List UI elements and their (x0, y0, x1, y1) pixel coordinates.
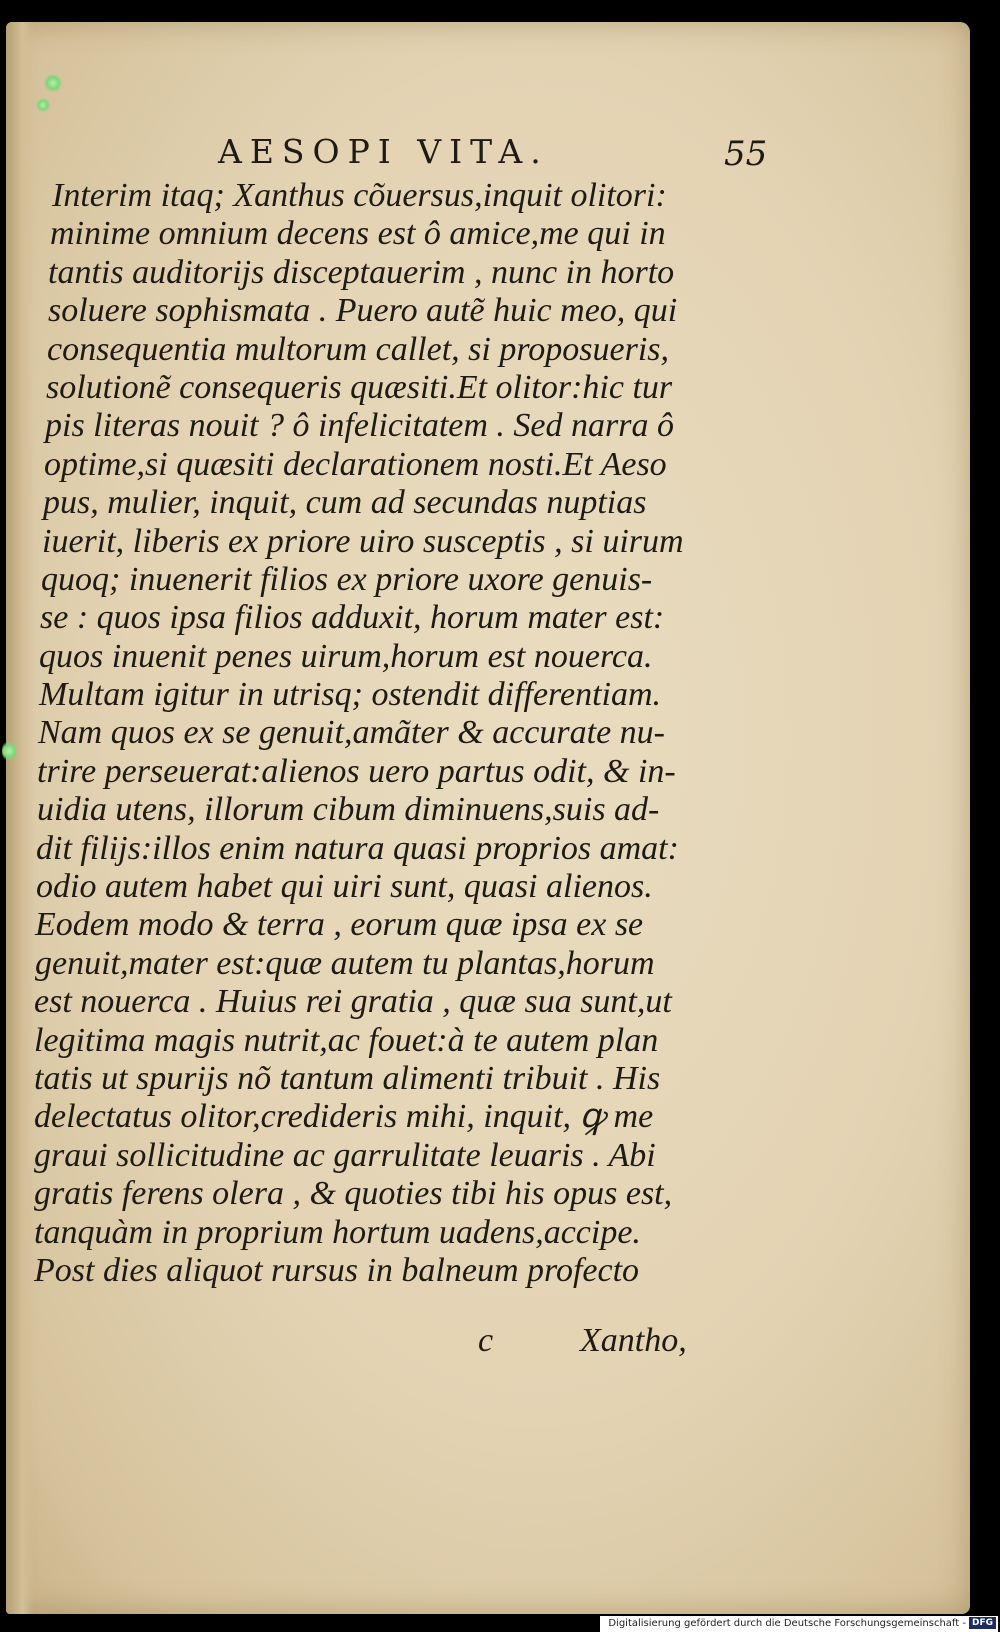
page-gutter (6, 22, 34, 1614)
scan-artifact (2, 740, 16, 762)
dfg-logo-icon: DFG (969, 1617, 996, 1629)
text-line: uidia utens, illorum cibum diminuens,suis ad- (37, 791, 660, 829)
text-line: genuit,mater est:quæ autem tu plantas,horum (35, 944, 655, 982)
signature-mark: c (478, 1322, 494, 1359)
page-number: 55 (724, 134, 768, 174)
text-line: pis literas nouit ? ô infelicitatem . Sed narra ô (45, 407, 674, 445)
text-line: odio autem habet qui uiri sunt, quasi alienos. (36, 868, 653, 906)
text-line: legitima magis nutrit,ac fouet:à te autem plan (34, 1021, 659, 1059)
text-line: Multam igitur in utrisq; ostendit differentiam. (39, 676, 662, 714)
text-line: quoq; inuenerit filios ex priore uxore genuis- (41, 560, 653, 598)
text-line: dit filijs:illos enim natura quasi proprios amat: (36, 829, 679, 867)
text-line: iuerit, liberis ex priore uiro susceptis , si uirum (42, 522, 684, 560)
text-line: minime omnium decens est ô amice,me qui in (50, 215, 666, 253)
book-page (6, 22, 970, 1614)
text-line: gratis ferens olera , & quoties tibi his opus est, (34, 1175, 673, 1213)
text-line: soluere sophismata . Puero autẽ huic meo, qui (48, 292, 678, 330)
text-line: delectatus olitor,credideris mihi, inquit, ꝙ me (34, 1098, 654, 1136)
page-footer-marks (6, 1322, 970, 1366)
scan-artifact (44, 74, 62, 92)
text-line: optime,si quæsiti declarationem nosti.Et Aeso (44, 445, 667, 483)
text-line: pus, mulier, inquit, cum ad secundas nuptias (43, 484, 647, 522)
text-line: tanquàm in proprium hortum uadens,accipe. (34, 1213, 641, 1251)
text-line: consequentia multorum callet, si proposueris, (47, 330, 670, 368)
text-line: solutionẽ consequeris quæsiti.Et olitor:hic tur (46, 368, 673, 406)
text-line: Post dies aliquot rursus in balneum profecto (34, 1251, 640, 1289)
text-line: tatis ut spurijs nõ tantum alimenti tribuit . His (34, 1059, 661, 1097)
body-text (34, 177, 774, 1290)
text-line: Interim itaq; Xanthus cõuersus,inquit olitori: (52, 177, 667, 214)
text-line: est nouerca . Huius rei gratia , quæ sua sunt,ut (34, 983, 672, 1021)
digitization-credit (600, 1616, 998, 1632)
credit-text: Digitalisierung gefördert durch die Deutsche Forschungsgemeinschaft - (608, 1618, 966, 1629)
text-line: graui sollicitudine ac garrulitate leuaris . Abi (34, 1136, 656, 1174)
text-line: tantis auditorijs disceptauerim , nunc in horto (48, 253, 675, 291)
catchword: Xantho, (580, 1322, 687, 1359)
running-title: AESOPI VITA. (218, 132, 549, 171)
page-header (6, 104, 970, 174)
text-line: trire perseuerat:alienos uero partus odit, & in- (37, 752, 676, 790)
text-line: Nam quos ex se genuit,amãter & accurate nu- (38, 714, 665, 752)
text-line: Eodem modo & terra , eorum quæ ipsa ex se (35, 906, 644, 944)
text-line: quos inuenit penes uirum,horum est nouerca. (39, 637, 653, 675)
text-line: se : quos ipsa filios adduxit, horum mater est: (40, 599, 665, 637)
